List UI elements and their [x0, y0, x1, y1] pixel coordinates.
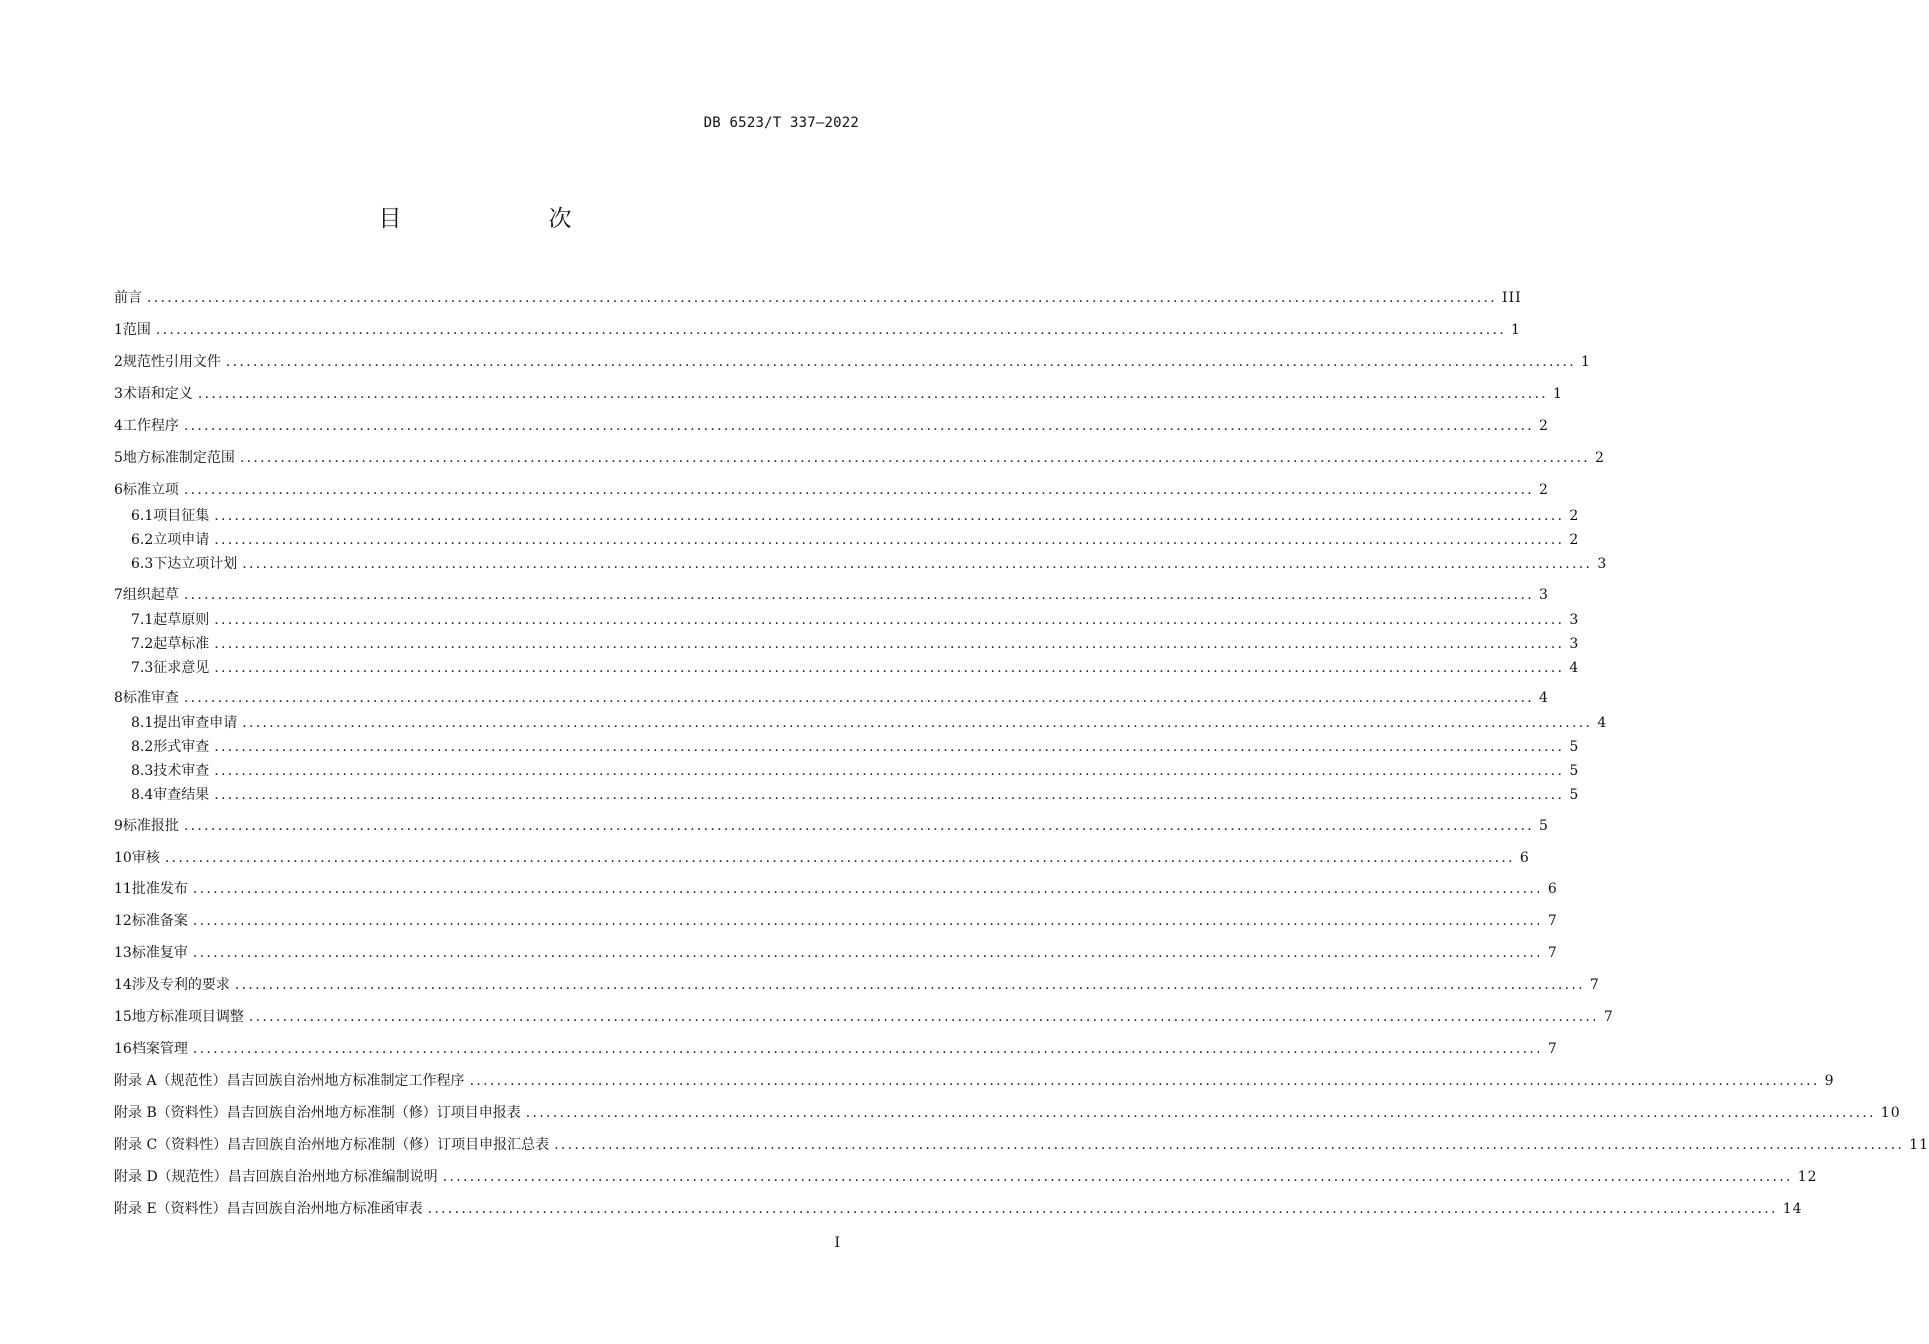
toc-entry-number: 1: [114, 322, 123, 338]
toc-entry-number: 10: [114, 850, 132, 866]
toc-entry[interactable]: [131, 736, 1580, 758]
toc-entry-label: 档案管理: [131, 1041, 188, 1057]
toc-entry-number: 6: [114, 482, 123, 498]
toc-entry[interactable]: [114, 815, 1549, 837]
toc-entry[interactable]: [131, 505, 1580, 527]
toc-entry-label: 范围: [122, 322, 151, 338]
toc-leader-dots: ........................................................................................................................................................................................................: [469, 1073, 1820, 1089]
toc-entry-label: 昌吉回族自治州地方标准函审表: [226, 1201, 423, 1217]
toc-entry[interactable]: [114, 351, 1591, 373]
toc-entry-page: 4: [1569, 660, 1580, 676]
toc-entry[interactable]: [114, 1038, 1558, 1060]
toc-entry-label: 组织起草: [122, 587, 179, 603]
toc-leader-dots: ........................................................................................................................................................................................................: [155, 322, 1506, 338]
toc-entry[interactable]: [131, 760, 1580, 782]
toc-leader-dots: ........................................................................................................................................................................................................: [214, 612, 1565, 628]
toc-entry[interactable]: [114, 447, 1605, 469]
toc-entry-label: 审查结果: [153, 787, 210, 803]
toc-leader-dots: ........................................................................................................................................................................................................: [525, 1105, 1876, 1121]
toc-entry-label: 昌吉回族自治州地方标准制（修）订项目申报汇总表: [227, 1137, 550, 1153]
toc-entry-page: 1: [1580, 354, 1591, 370]
toc-entry-page: 7: [1603, 1009, 1614, 1025]
toc-entry-page: 1: [1552, 386, 1563, 402]
toc-entry-number: 附录 D（规范性）: [114, 1169, 228, 1185]
toc-leader-dots: ........................................................................................................................................................................................................: [242, 715, 1593, 731]
toc-entry-number: 11: [114, 881, 132, 897]
toc-entry[interactable]: [114, 415, 1549, 437]
toc-entry-page: 6: [1547, 881, 1558, 897]
toc-entry-number: 8.1: [131, 715, 154, 731]
toc-entry-label: 项目征集: [153, 508, 210, 524]
toc-entry-number: 7.2: [131, 636, 154, 652]
toc-entry-number: 6.3: [131, 556, 154, 572]
toc-entry[interactable]: [114, 319, 1521, 341]
toc-entry-page: 3: [1569, 636, 1580, 652]
toc-entry-label: 标准备案: [131, 913, 188, 929]
toc-leader-dots: ........................................................................................................................................................................................................: [183, 587, 1534, 603]
toc-entry-number: 13: [114, 945, 132, 961]
toc-entry-page: 5: [1569, 787, 1580, 803]
toc-entry-label: 涉及专利的要求: [131, 977, 230, 993]
toc-leader-dots: ........................................................................................................................................................................................................: [234, 977, 1585, 993]
toc-entry-label: 起草标准: [153, 636, 210, 652]
toc-entry[interactable]: [114, 1102, 1901, 1124]
toc-entry-number: 6.2: [131, 532, 154, 548]
toc-entry-number: 14: [114, 977, 132, 993]
toc-entry-page: 2: [1569, 532, 1580, 548]
toc-leader-dots: ........................................................................................................................................................................................................: [248, 1009, 1599, 1025]
toc-leader-dots: ........................................................................................................................................................................................................: [239, 450, 1590, 466]
toc-entry-number: 7.1: [131, 612, 154, 628]
toc-entry[interactable]: [114, 1070, 1835, 1092]
toc-leader-dots: ........................................................................................................................................................................................................: [554, 1137, 1905, 1153]
toc-entry-label: 立项申请: [153, 532, 210, 548]
toc-entry-label: 术语和定义: [122, 386, 193, 402]
toc-leader-dots: ........................................................................................................................................................................................................: [192, 881, 1543, 897]
toc-entry-number: 附录 B（资料性）: [114, 1105, 227, 1121]
toc-entry-number: 附录 E（资料性）: [114, 1201, 227, 1217]
toc-entry-page: 7: [1547, 945, 1558, 961]
toc-entry-number: 5: [114, 450, 123, 466]
toc-leader-dots: ........................................................................................................................................................................................................: [225, 354, 1576, 370]
toc-entry[interactable]: [131, 529, 1580, 551]
toc-entry-label: 技术审查: [153, 763, 210, 779]
toc-entry-page: 5: [1538, 818, 1549, 834]
toc-entry-number: 8.4: [131, 787, 154, 803]
toc-entry-page: 4: [1597, 715, 1608, 731]
toc-entry[interactable]: [114, 584, 1549, 606]
toc-entry-label: 工作程序: [122, 418, 179, 434]
toc-leader-dots: ........................................................................................................................................................................................................: [192, 1041, 1543, 1057]
toc-entry[interactable]: [114, 847, 1530, 869]
toc-entry-page: 2: [1569, 508, 1580, 524]
toc-entry-label: 昌吉回族自治州地方标准编制说明: [227, 1169, 438, 1185]
toc-entry-number: 16: [114, 1041, 132, 1057]
toc-entry-page: 9: [1824, 1073, 1835, 1089]
toc-leader-dots: ........................................................................................................................................................................................................: [183, 818, 1534, 834]
toc-entry[interactable]: [114, 687, 1549, 709]
toc-leader-dots: ........................................................................................................................................................................................................: [214, 636, 1565, 652]
toc-entry-number: 6.1: [131, 508, 154, 524]
toc-leader-dots: ........................................................................................................................................................................................................: [183, 690, 1534, 706]
toc-entry-page: 7: [1547, 913, 1558, 929]
toc-entry-label: 标准审查: [122, 690, 179, 706]
toc-leader-dots: ........................................................................................................................................................................................................: [192, 913, 1543, 929]
toc-entry-label: 下达立项计划: [153, 556, 238, 572]
toc-entry-page: 3: [1569, 612, 1580, 628]
toc-entry-number: 附录 C（资料性）: [114, 1137, 228, 1153]
doc-code: DB 6523/T 337—2022: [703, 115, 859, 131]
toc-entry-label: 标准报批: [122, 818, 179, 834]
toc-entry-label: 规范性引用文件: [122, 354, 221, 370]
toc-entry[interactable]: [114, 910, 1558, 932]
toc-leader-dots: ........................................................................................................................................................................................................: [242, 556, 1593, 572]
toc-entry[interactable]: [114, 942, 1558, 964]
toc-leader-dots: ........................................................................................................................................................................................................: [214, 532, 1565, 548]
toc-entry[interactable]: [114, 974, 1600, 996]
toc-entry-label: 昌吉回族自治州地方标准制（修）订项目申报表: [226, 1105, 521, 1121]
toc-leader-dots: ........................................................................................................................................................................................................: [192, 945, 1543, 961]
toc-entry-label: 地方标准制定范围: [122, 450, 235, 466]
toc-entry-label: 审核: [131, 850, 160, 866]
toc-entry-number: 8: [114, 690, 123, 706]
toc-entry-page: 4: [1538, 690, 1549, 706]
toc-leader-dots: ........................................................................................................................................................................................................: [183, 482, 1534, 498]
toc-entry-page: 3: [1597, 556, 1608, 572]
toc-entry-label: 前言: [114, 290, 142, 306]
toc-entry-number: 12: [114, 913, 132, 929]
toc-leader-dots: ........................................................................................................................................................................................................: [164, 850, 1515, 866]
toc-entry-label: 昌吉回族自治州地方标准制定工作程序: [226, 1073, 465, 1089]
toc-entry-label: 地方标准项目调整: [131, 1009, 244, 1025]
toc-entry[interactable]: [131, 657, 1580, 679]
toc-entry[interactable]: [131, 712, 1608, 734]
toc-entry[interactable]: [131, 633, 1580, 655]
toc-leader-dots: ........................................................................................................................................................................................................: [197, 386, 1548, 402]
toc-entry-page: 2: [1538, 418, 1549, 434]
toc-entry[interactable]: [114, 1166, 1818, 1188]
toc-entry[interactable]: [114, 1006, 1614, 1028]
toc-entry-label: 形式审查: [153, 739, 210, 755]
toc-leader-dots: ........................................................................................................................................................................................................: [214, 787, 1565, 803]
toc-leader-dots: ........................................................................................................................................................................................................: [147, 290, 1498, 306]
toc-entry-page: 6: [1519, 850, 1530, 866]
toc-entry-number: 2: [114, 354, 123, 370]
toc-entry-page: 14: [1782, 1201, 1803, 1217]
toc-leader-dots: ........................................................................................................................................................................................................: [442, 1169, 1793, 1185]
toc-entry-page: 2: [1538, 482, 1549, 498]
page-number: I: [834, 1235, 840, 1251]
toc-entry-number: 15: [114, 1009, 132, 1025]
toc-entry[interactable]: [131, 784, 1580, 806]
toc-entry-number: 8.3: [131, 763, 154, 779]
toc-entry[interactable]: [131, 553, 1608, 575]
toc-entry-page: 5: [1569, 763, 1580, 779]
toc-leader-dots: ........................................................................................................................................................................................................: [427, 1201, 1778, 1217]
toc-entry-label: 征求意见: [153, 660, 210, 676]
toc-entry[interactable]: [114, 287, 1522, 309]
toc-entry-number: 9: [114, 818, 123, 834]
toc-entry-page: 5: [1569, 739, 1580, 755]
toc-entry-page: 7: [1589, 977, 1600, 993]
toc-entry[interactable]: [131, 609, 1580, 631]
toc-leader-dots: ........................................................................................................................................................................................................: [214, 660, 1565, 676]
toc-entry-number: 附录 A（规范性）: [114, 1073, 227, 1089]
toc-leader-dots: ........................................................................................................................................................................................................: [214, 763, 1565, 779]
toc-entry-number: 7.3: [131, 660, 154, 676]
toc-entry-label: 标准复审: [131, 945, 188, 961]
toc-entry-label: 批准发布: [131, 881, 188, 897]
toc-entry[interactable]: [114, 878, 1558, 900]
toc-entry-label: 提出审查申请: [153, 715, 238, 731]
toc-entry-label: 起草原则: [153, 612, 210, 628]
toc-entry-number: 3: [114, 386, 123, 402]
toc-entry-page: 7: [1547, 1041, 1558, 1057]
toc-leader-dots: ........................................................................................................................................................................................................: [214, 508, 1565, 524]
toc-leader-dots: ........................................................................................................................................................................................................: [183, 418, 1534, 434]
toc-entry-page: 2: [1594, 450, 1605, 466]
toc-entry[interactable]: [114, 383, 1563, 405]
toc-entry[interactable]: [114, 479, 1549, 501]
toc-entry-page: 10: [1880, 1105, 1901, 1121]
toc-entry[interactable]: [114, 1134, 1929, 1156]
page-title: 目 次: [378, 206, 634, 232]
toc-entry-number: 4: [114, 418, 123, 434]
toc-leader-dots: ........................................................................................................................................................................................................: [214, 739, 1565, 755]
toc-entry-page: 12: [1797, 1169, 1818, 1185]
toc-entry-label: 标准立项: [122, 482, 179, 498]
toc-entry-page: 3: [1538, 587, 1549, 603]
toc-entry-number: 7: [114, 587, 123, 603]
toc-entry-page: 11: [1909, 1137, 1929, 1153]
toc-entry-number: 8.2: [131, 739, 154, 755]
toc-entry-page: III: [1502, 290, 1522, 306]
toc-entry[interactable]: [114, 1198, 1803, 1220]
toc-entry-page: 1: [1510, 322, 1521, 338]
